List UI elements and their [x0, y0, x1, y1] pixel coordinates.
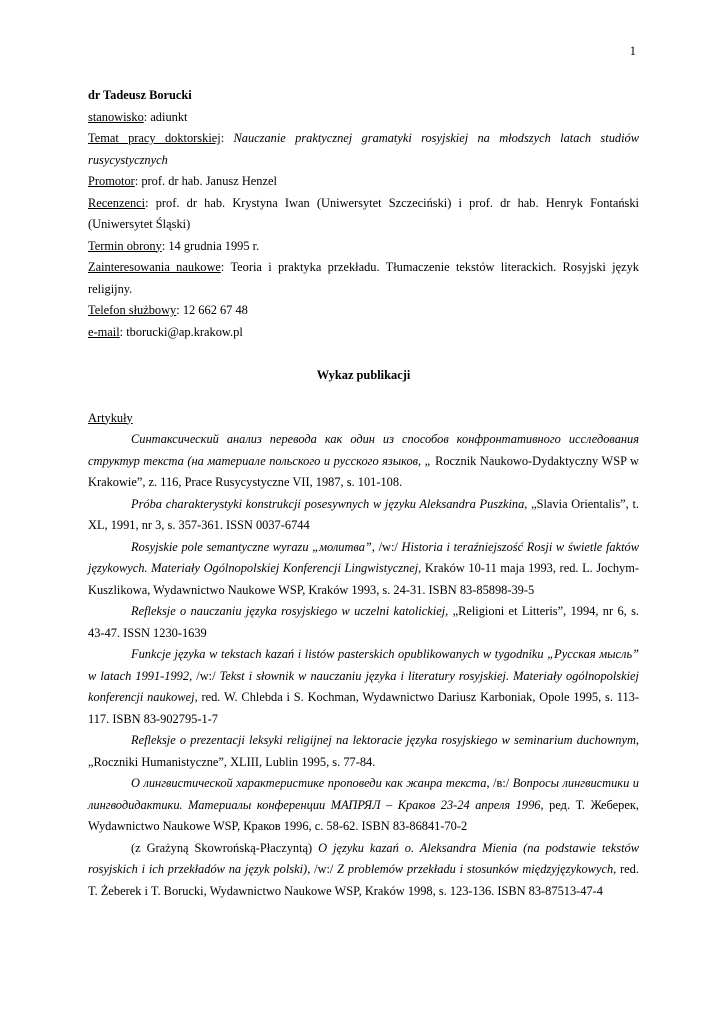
- article-connector: , /w:/: [189, 668, 220, 683]
- phone-label: Telefon służbowy: [88, 303, 177, 317]
- article-item: [88, 838, 639, 903]
- position-value: adiunkt: [150, 109, 188, 124]
- article-title: Rosyjskie pole semantyczne wyrazu „молитва”,: [131, 539, 375, 554]
- email-value[interactable]: tborucki@ap.krakow.pl: [126, 324, 243, 339]
- article-volume-title: Вопросы лингвистики и лингводидактики. Материалы конференции МАПРЯЛ – Краков 23-24 апреля 1996: [88, 776, 639, 812]
- article-volume-title: Historia i teraźniejszość Rosji w świetle faktów językowych. Materiały Ogólnopolskiej Konferencji Lingwistycznej: [88, 539, 639, 575]
- thesis-line: Temat pracy doktorskiej: Nauczanie praktycznej gramatyki rosyjskiej na młodszych latach studiów rusycystycznych: [88, 131, 639, 167]
- defense-label: Termin obrony: [88, 238, 162, 253]
- article-title: Refleksje o nauczaniu języka rosyjskiego w uczelni katolickiej,: [131, 604, 449, 618]
- article-details: „Religioni et Litteris”, 1994, nr 6, s. 43-47. ISSN 1230-1639: [88, 604, 640, 640]
- promotor-label: Promotor: [88, 174, 135, 188]
- person-name: dr Tadeusz Borucki: [88, 88, 192, 102]
- document-body: [88, 85, 639, 902]
- interests-value: Teoria i praktyka przekładu. Tłumaczenie tekstów literackich. Rosyjski język religijny.: [88, 260, 639, 296]
- article-details: , Kraków 10-11 maja 1993, red. L. Jochym-Kuszlikowa, Wydawnictwo Naukowe WSP, Kraków 1993, s. 24-31. ISBN 83-85898-39-5: [88, 561, 640, 597]
- article-title: Синтаксический анализ перевода как один из способов конфронтативного исследования структур текста (на материале польского и русского языков, „: [88, 432, 639, 468]
- article-coauthor: (z Grażyną Skowrońską-Płaczyntą): [131, 840, 319, 855]
- article-details: Rocznik Naukowo-Dydaktyczny WSP w Krakowie”, z. 116, Prace Rusycystyczne VII, 1987, s. 101-108.: [88, 453, 639, 489]
- phone-value: 12 662 67 48: [182, 303, 248, 317]
- article-details: , red. W. Chlebda i S. Kochman, Wydawnictwo Dariusz Karboniak, Opole 1995, s. 113-117. ISBN 83-902795-1-7: [88, 690, 640, 726]
- article-item: [88, 730, 639, 773]
- article-item: [88, 494, 639, 537]
- interests-line: Zainteresowania naukowe: Teoria i praktyka przekładu. Tłumaczenie tekstów literackich. Rosyjski język religijny.: [88, 260, 639, 296]
- position-label: stanowisko: [88, 109, 144, 124]
- article-details: , red. T. Żeberek i T. Borucki, Wydawnictwo Naukowe WSP, Kraków 1998, s. 123-136. ISBN 83-87513-47-4: [88, 862, 639, 898]
- thesis-label: Temat pracy doktorskiej: [88, 131, 221, 145]
- article-item: [88, 644, 639, 730]
- article-details: , ред. Т. Жеберек, Wydawnictwo Naukowe WSP, Краков 1996, с. 58-62. ISBN 83-86841-70-2: [88, 797, 639, 833]
- articles-heading: Artykuły: [88, 410, 133, 425]
- reviewers-label: Recenzenci: [88, 195, 146, 210]
- article-title: О лингвистической характеристике проповеди как жанра текста: [131, 776, 487, 790]
- promotor-value: prof. dr hab. Janusz Henzel: [141, 174, 277, 188]
- reviewers-line: Recenzenci: prof. dr hab. Krystyna Iwan (Uniwersytet Szczeciński) i prof. dr hab. Henryk Fontański (Uniwersytet Śląski): [88, 195, 639, 231]
- article-connector: , /w:/: [307, 862, 338, 876]
- article-connector: , /в:/: [486, 776, 513, 790]
- defense-line: Termin obrony: 14 grudnia 1995 r.: [88, 238, 260, 253]
- email-label: e-mail: [88, 324, 120, 339]
- article-title: Refleksje o prezentacji leksyki religijnej na lektoracie języka rosyjskiego w seminarium duchownym: [131, 733, 636, 747]
- thesis-value: Nauczanie praktycznej gramatyki rosyjskiej na młodszych latach studiów rusycystycznych: [88, 131, 639, 167]
- publications-heading: Wykaz publikacji: [316, 367, 411, 382]
- article-details: , „Roczniki Humanistyczne”, XLIII, Lublin 1995, s. 77-84.: [88, 733, 639, 769]
- article-volume-title: Z problemów przekładu i stosunków międzyjęzykowych: [337, 862, 614, 876]
- article-details: , „Slavia Orientalis”, t. XL, 1991, nr 3, s. 357-361. ISSN 0037-6744: [88, 496, 639, 532]
- email-line: e-mail: tborucki@ap.krakow.pl: [88, 324, 243, 339]
- promotor-line: Promotor: prof. dr hab. Janusz Henzel: [88, 174, 277, 188]
- article-connector: /w:/: [374, 539, 402, 554]
- article-item: [88, 537, 639, 602]
- article-title: Próba charakterystyki konstrukcji posesywnych w języku Aleksandra Puszkina: [131, 496, 525, 511]
- phone-line: Telefon służbowy: 12 662 67 48: [88, 303, 248, 317]
- article-title: O języku kazań o. Aleksandra Mienia (na podstawie tekstów rosyjskich i ich przekładów na język polski): [88, 840, 639, 876]
- article-item: [88, 601, 639, 644]
- article-volume-title: Tekst i słownik w nauczaniu języka i literatury rosyjskiej. Materiały ogólnopolskiej konferencji naukowej: [88, 668, 639, 704]
- defense-value: 14 grudnia 1995 r.: [168, 238, 260, 253]
- page-number: 1: [629, 44, 636, 58]
- interests-label: Zainteresowania naukowe: [88, 260, 221, 274]
- reviewers-value: prof. dr hab. Krystyna Iwan (Uniwersytet Szczeciński) i prof. dr hab. Henryk Fontański (Uniwersytet Śląski): [88, 195, 639, 231]
- position-line: stanowisko: adiunkt: [88, 109, 188, 124]
- article-item: [88, 773, 639, 838]
- article-item: [88, 429, 639, 494]
- article-title: Funkcje języka w tekstach kazań i listów pasterskich opublikowanych w tygodniku „Русская мысль” w latach 1991-1992: [88, 647, 639, 683]
